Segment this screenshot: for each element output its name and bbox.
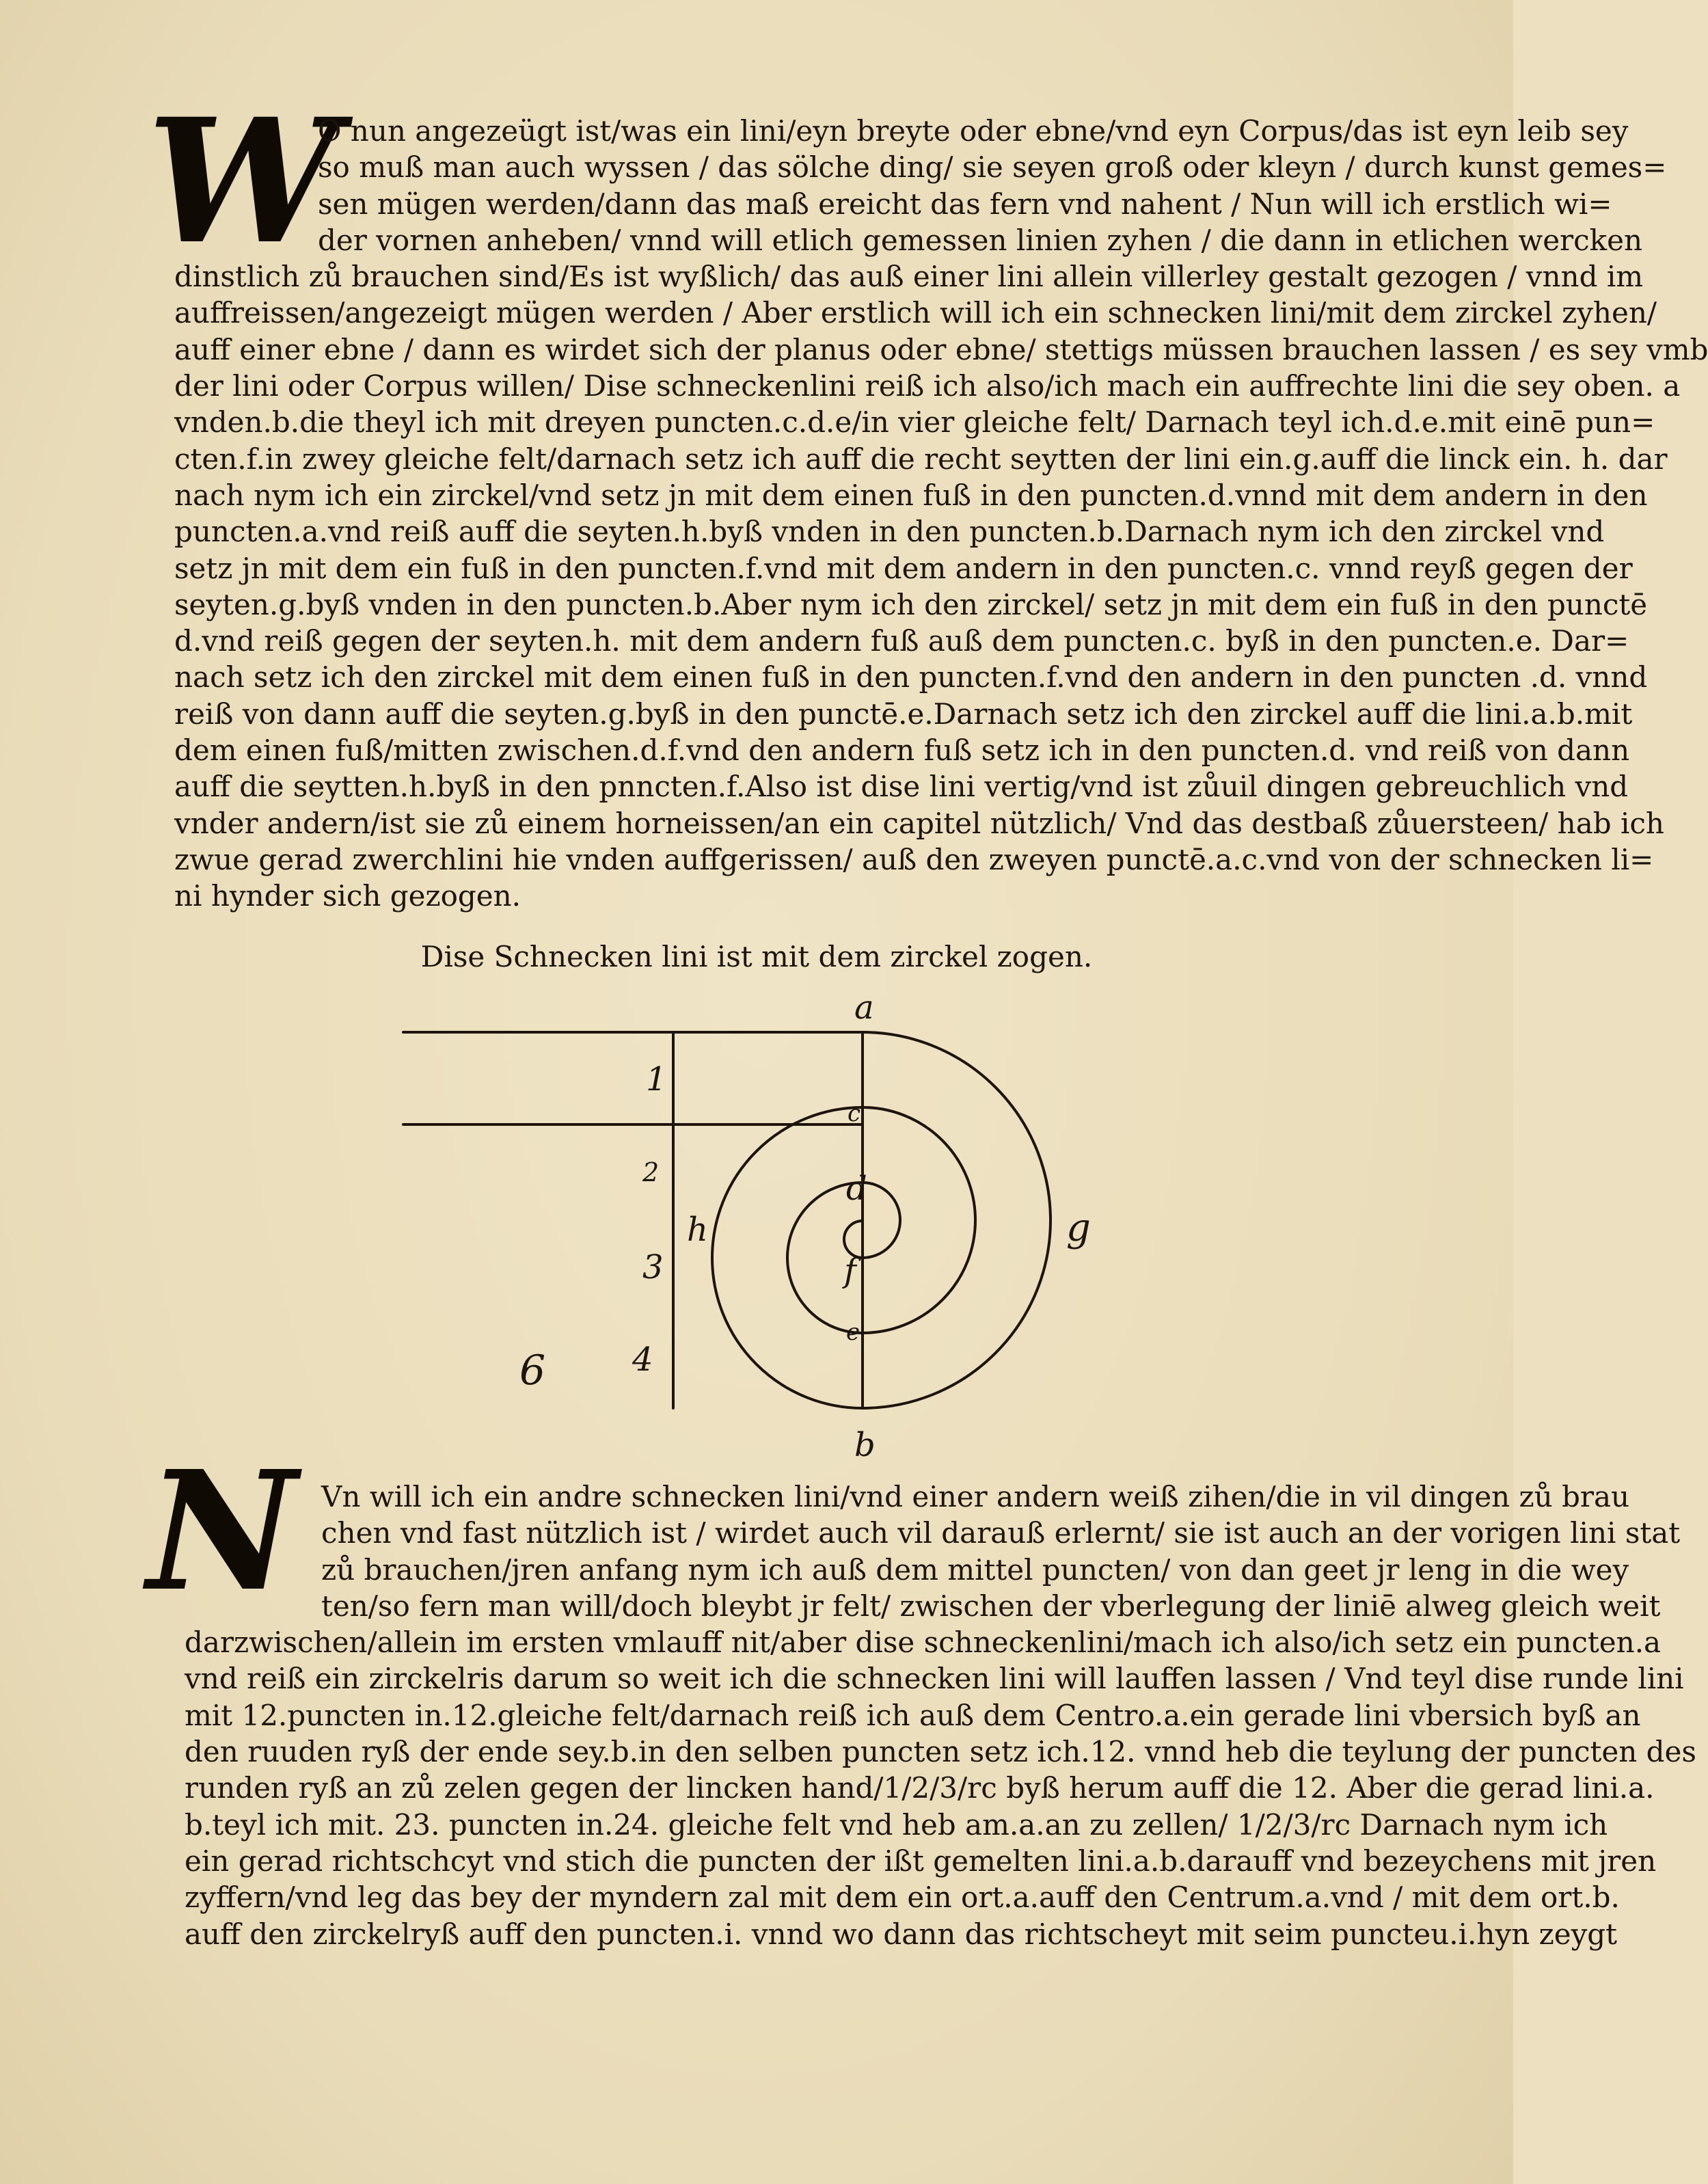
text-line: der lini oder Corpus willen/ Dise schneckenlini reiß ich also/ich mach ein auffrechte lini die sey oben. a <box>174 369 1681 403</box>
text-line: zů brauchen/jren anfang nym ich auß dem mittel puncten/ von dan geet jr leng in die wey <box>321 1552 1629 1587</box>
text-line: d.vnd reiß gegen der seyten.h. mit dem andern fuß auß dem puncten.c. byß in den puncten.e. Dar= <box>174 624 1629 658</box>
text-line: b.teyl ich mit. 23. puncten in.24. gleiche felt vnd heb am.a.an zu zellen/ 1/2/3/rc Darnach nym ich <box>185 1807 1608 1842</box>
text-line: dem einen fuß/mitten zwischen.d.f.vnd den andern fuß setz ich in den puncten.d. vnd reiß von dann <box>174 733 1630 768</box>
text-line: zwue gerad zwerchlini hie vnden auffgerissen/ auß den zweyen punctē.a.c.vnd von der schnecken li= <box>174 842 1654 876</box>
text-line: runden ryß an zů zelen gegen der lincken hand/1/2/3/rc byß herum auff die 12. Aber die gerad lini.a. <box>185 1771 1655 1805</box>
decorated-initial-n: N <box>147 1435 297 1628</box>
text-line: chen vnd fast nützlich ist / wirdet auch vil darauß erlernt/ sie ist auch an der vorigen lini stat <box>321 1516 1681 1550</box>
label-a: a <box>854 988 874 1027</box>
spiral-curve <box>712 1032 1050 1408</box>
text-line: O nun angezeügt ist/was ein lini/eyn breyte oder ebne/vnd eyn Corpus/das ist eyn leib sey <box>318 114 1629 148</box>
text-line: setz jn mit dem ein fuß in den puncten.f.vnd mit dem andern in den puncten.c. vnnd reyß gegen der <box>174 551 1633 585</box>
label-e: e <box>846 1319 860 1346</box>
text-line: sen mügen werden/dann das maß ereicht das fern vnd nahent / Nun will ich erstlich wi= <box>318 187 1612 221</box>
text-line: ni hynder sich gezogen. <box>174 879 521 913</box>
text-line: zyffern/vnd leg das bey der myndern zal mit dem ein ort.a.auff den Centrum.a.vnd / mit dem ort.b. <box>185 1880 1620 1915</box>
label-f: f <box>844 1252 856 1290</box>
text-line: vnd reiß ein zirckelris darum so weit ich die schnecken lini will lauffen lassen / Vnd teyl dise runde lini <box>185 1662 1684 1696</box>
label-1: 1 <box>646 1060 667 1098</box>
text-line: den ruuden ryß der ende sey.b.in den selben puncten setz ich.12. vnnd heb die teylung der puncten des <box>185 1735 1696 1769</box>
decorated-initial-w: W <box>147 81 339 282</box>
text-line: dinstlich zů brauchen sind/Es ist wyßlich/ das auß einer lini allein villerley gestalt gezogen / vnnd im <box>174 260 1644 294</box>
text-line: mit 12.puncten in.12.gleiche felt/darnach reiß ich auß dem Centro.a.ein gerade lini vbersich byß an <box>185 1698 1641 1732</box>
label-h: h <box>687 1211 708 1249</box>
label-4: 4 <box>632 1340 653 1379</box>
text-line: auff die seytten.h.byß in den pnncten.f.Also ist dise lini vertig/vnd ist zůuil dingen gebreuchlich vnd <box>174 770 1629 804</box>
text-line: darzwischen/allein im ersten vmlauff nit/aber dise schneckenlini/mach ich also/ich setz ein puncten.a <box>185 1626 1662 1660</box>
text-line: ein gerad richtschcyt vnd stich die puncten der ißt gemelten lini.a.b.darauff vnd bezeychens mit jren <box>185 1844 1657 1878</box>
label-6: 6 <box>519 1347 546 1394</box>
label-c: c <box>848 1100 861 1127</box>
label-d: d <box>846 1170 867 1208</box>
text-line: so muß man auch wyssen / das sölche ding/ sie seyen groß oder kleyn / durch kunst gemes= <box>318 150 1667 185</box>
label-3: 3 <box>642 1248 664 1286</box>
label-g: g <box>1066 1206 1091 1250</box>
text-line: nach nym ich ein zirckel/vnd setz jn mit dem einen fuß in den puncten.d.vnnd mit dem andern in den <box>174 478 1648 512</box>
text-line: cten.f.in zwey gleiche felt/darnach setz ich auff die recht seytten der lini ein.g.auff die linck ein. h. dar <box>174 442 1668 476</box>
text-line: auff den zirckelryß auff den puncten.i. vnnd wo dann das richtscheyt mit seim puncteu.i.hyn zeygt <box>185 1917 1618 1951</box>
label-b: b <box>854 1426 876 1464</box>
text-line: puncten.a.vnd reiß auff die seyten.h.byß vnden in den puncten.b.Darnach nym ich den zirckel vnd <box>174 515 1605 549</box>
text-line: vnder andern/ist sie zů einem horneissen/an ein capitel nützlich/ Vnd das destbaß zůuersteen/ hab ich <box>174 806 1664 840</box>
text-line: vnden.b.die theyl ich mit dreyen puncten.c.d.e/in vier gleiche felt/ Darnach teyl ich.d.e.mit einē pun= <box>174 405 1655 440</box>
text-line: nach setz ich den zirckel mit dem einen fuß in den puncten.f.vnd den andern in den puncten .d. vnnd <box>174 660 1648 695</box>
text-line: der vornen anheben/ vnnd will etlich gemessen linien zyhen / die dann in etlichen wercken <box>318 223 1643 257</box>
text-line: seyten.g.byß vnden in den puncten.b.Aber nym ich den zirckel/ setz jn mit dem ein fuß in den punctē <box>174 587 1648 621</box>
label-2: 2 <box>642 1157 660 1187</box>
figure-caption: Dise Schnecken lini ist mit dem zirckel zogen. <box>420 940 1093 973</box>
text-line: Vn will ich ein andre schnecken lini/vnd einer andern weiß zihen/die in vil dingen zů brau <box>321 1480 1630 1513</box>
text-line: auff einer ebne / dann es wirdet sich der planus oder ebne/ stettigs müssen brauchen lassen / es sey vmb <box>174 332 1708 366</box>
text-line: auffreissen/angezeigt mügen werden / Aber erstlich will ich ein schnecken lini/mit dem zirckel zyhen/ <box>174 296 1657 330</box>
paragraph-2 <box>185 1479 1696 1952</box>
text-line: reiß von dann auff die seyten.g.byß in den punctē.e.Darnach setz ich den zirckel auff die lini.a.b.mit <box>174 697 1633 731</box>
text-line: ten/so fern man will/doch bleybt jr felt/ zwischen der vberlegung der liniē alweg gleich weit <box>321 1589 1661 1623</box>
